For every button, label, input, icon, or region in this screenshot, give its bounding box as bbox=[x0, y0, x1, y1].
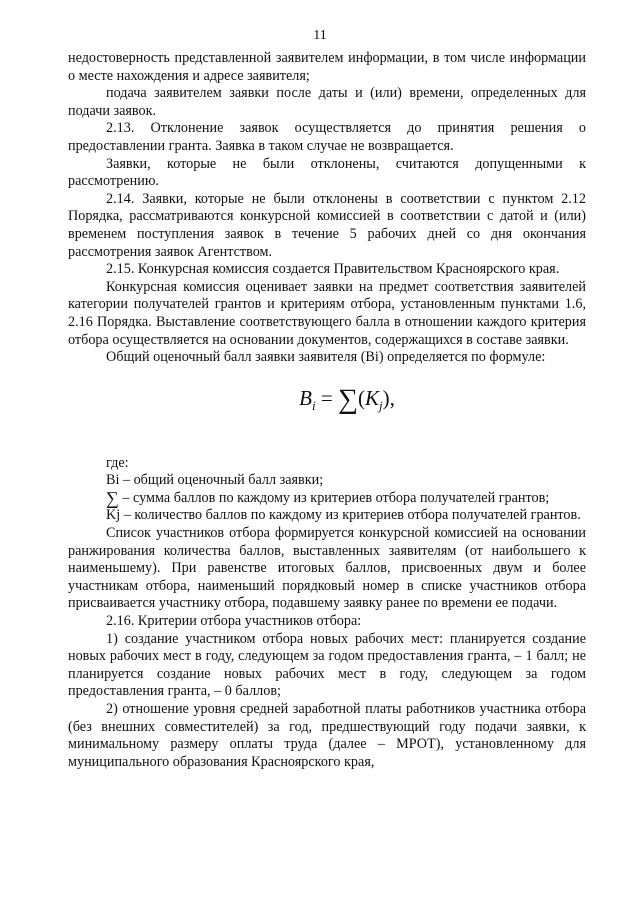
formula-lhs: B bbox=[299, 385, 312, 410]
formula-variable-subscript: j bbox=[378, 397, 383, 413]
formula-lhs-subscript: i bbox=[312, 397, 316, 413]
definition-where: где: bbox=[106, 454, 129, 471]
document-body bbox=[68, 50, 586, 771]
paragraph-commission-evaluation: Конкурсная комиссия оценивает заявки на предмет соответствия заявителей категории получателей грантов и критериям отбора, установленным пунктами 1.6, 2.16 Порядка. Выставление соответствующего балла в отношении каждого критерия отбора осуществляется на основании документов, содержащихся в составе заявки. bbox=[68, 278, 586, 348]
formula-equals: = bbox=[320, 385, 333, 410]
formula-close-paren: ), bbox=[382, 385, 395, 410]
paragraph-late-submission: подача заявителем заявки после даты и (или) времени, определенных для подачи заявок. bbox=[68, 85, 586, 119]
paragraph-participants-list: Список участников отбора формируется конкурсной комиссией на основании ранжирования количества баллов, выставленных заявителям (от наибольшего к наименьшему). При равенстве итоговых баллов, присвоенных двум и более участникам отбора, наименьший порядковый номер в списке участников отбора присваивается участнику отбора, подавшему заявку ранее по времени ее подачи. bbox=[68, 525, 586, 612]
definition-sum-text: – сумма баллов по каждому из критериев отбора получателей грантов; bbox=[118, 489, 550, 506]
paragraph-criterion-2: 2) отношение уровня средней заработной платы работников участника отбора (без внешних совместителей) за год, предшествующий году подачи заявки, к минимальному размеру оплаты труда (далее – МРОТ), установленному для муниципального образования Красноярского края, bbox=[68, 701, 586, 770]
definition-bi: Bi – общий оценочный балл заявки; bbox=[106, 472, 324, 489]
formula-variable: K bbox=[364, 385, 379, 410]
definition-sum bbox=[68, 487, 586, 508]
paragraph-criterion-1: 1) создание участником отбора новых рабочих мест: планируется создание новых рабочих мест в году, следующем за годом предоставления гранта, – 1 балл; не планируется создание новых рабочих мест в году, следующем за годом предоставления гранта, – 0 баллов; bbox=[68, 630, 586, 700]
paragraph-formula-intro: Общий оценочный балл заявки заявителя (Bi) определяется по формуле: bbox=[106, 349, 546, 366]
paragraph-2-13: 2.13. Отклонение заявок осуществляется до принятия решения о предоставлении гранта. Заявка в таком случае не возвращается. bbox=[68, 120, 586, 154]
score-formula bbox=[68, 383, 586, 421]
formula-open-paren: ( bbox=[357, 385, 365, 410]
page-number: 11 bbox=[313, 28, 327, 43]
paragraph-unreliable-info: недостоверность представленной заявителем информации, в том числе информации о месте нахождения и адресе заявителя; bbox=[68, 50, 586, 84]
sum-sign-symbol: ∑ bbox=[106, 487, 119, 508]
paragraph-2-16: 2.16. Критерии отбора участников отбора: bbox=[106, 613, 362, 630]
definition-kj: Kj – количество баллов по каждому из критериев отбора получателей грантов. bbox=[106, 507, 581, 524]
paragraph-2-15: 2.15. Конкурсная комиссия создается Правительством Красноярского края. bbox=[106, 261, 560, 278]
paragraph-admitted-applications: Заявки, которые не были отклонены, считаются допущенными к рассмотрению. bbox=[68, 155, 586, 190]
paragraph-2-14: 2.14. Заявки, которые не были отклонены в соответствии с пунктом 2.12 Порядка, рассматриваются конкурсной комиссией в соответствии с датой и (или) временем поступления заявок в течение 5 рабочих дней со дня окончания рассмотрения заявок Агентством. bbox=[68, 190, 586, 260]
formula-sum-sign: ∑ bbox=[337, 383, 358, 415]
